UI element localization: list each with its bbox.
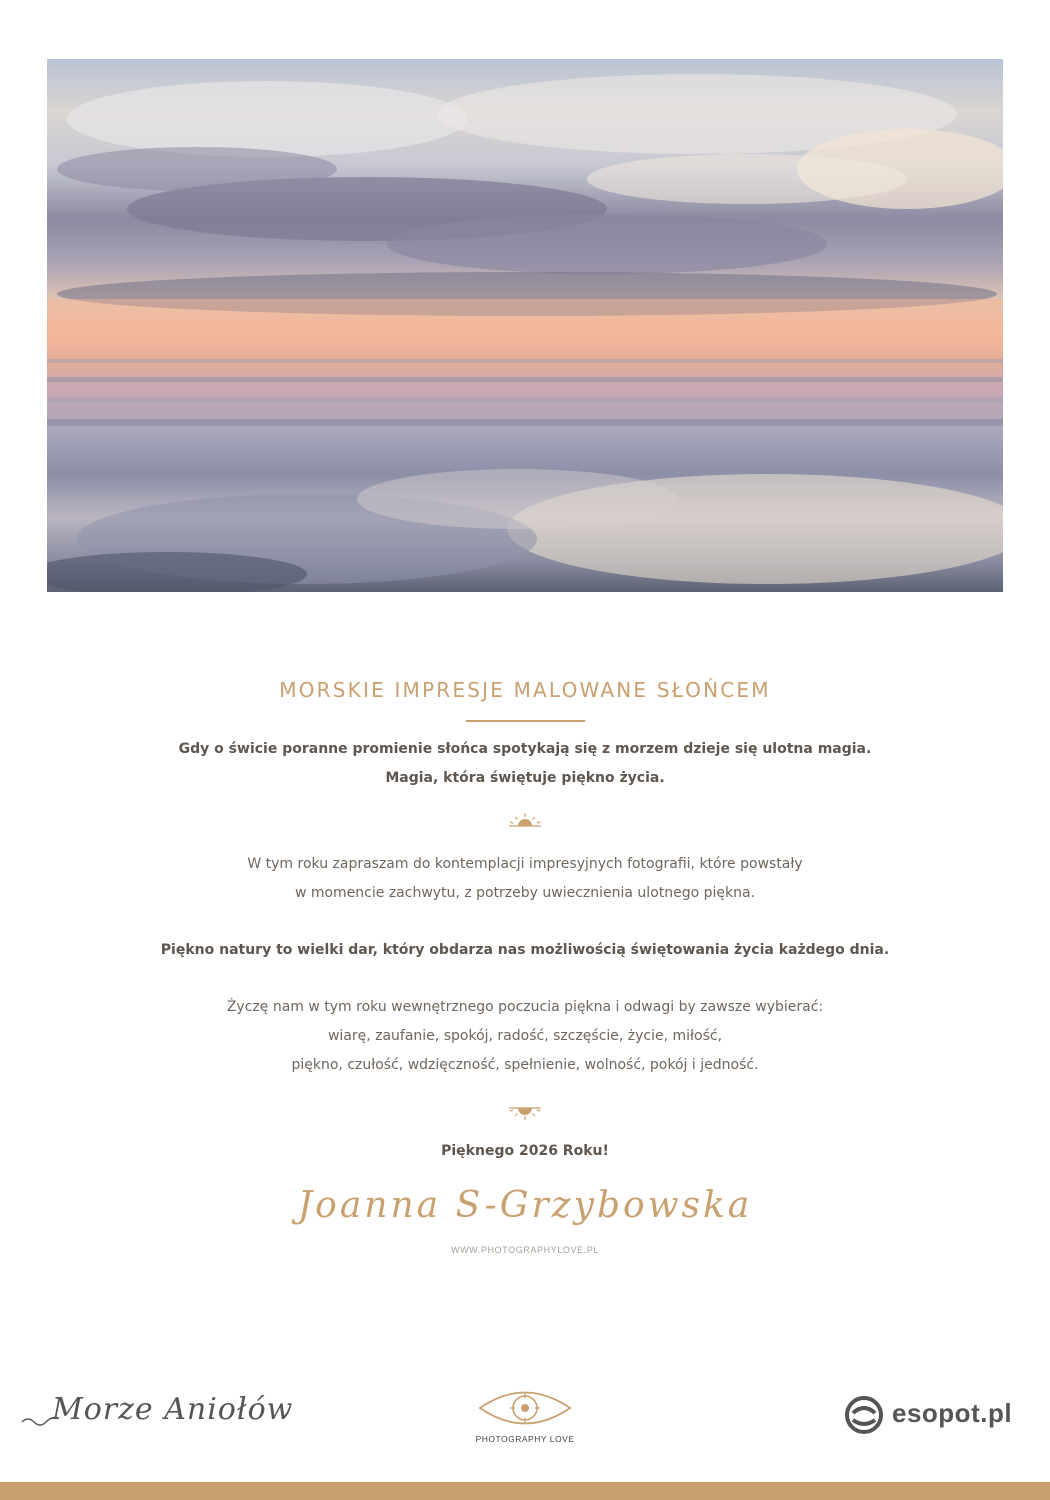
website-link[interactable]: WWW.PHOTOGRAPHYLOVE.PL (450, 1245, 600, 1255)
morze-aniolow-text: Morze Aniołów (52, 1392, 294, 1427)
page-title: MORSKIE IMPRESJE MALOWANE SŁOŃCEM (279, 678, 771, 702)
esopot-circle-icon (844, 1395, 884, 1435)
paragraph3-line-2: wiarę, zaufanie, spokój, radość, szczęście, życie, miłość, (327, 1028, 723, 1044)
sunrise-icon (505, 810, 545, 832)
photography-love-logo (470, 1385, 580, 1450)
footer-accent-bar (0, 1482, 1050, 1500)
title-divider (466, 720, 585, 722)
sea-sunset-image (47, 59, 1003, 592)
hero-photo (47, 59, 1003, 592)
paragraph2: Piękno natury to wielki dar, który obdarza nas możliwością świętowania życia każdego dnia. (160, 942, 890, 958)
paragraph1-line-2: w momencie zachwytu, z potrzeby uwiecznienia ulotnego piękna. (294, 885, 756, 901)
sunset-icon (505, 1100, 545, 1122)
handwritten-signature: Joanna S-Grzybowska (297, 1185, 753, 1226)
eye-icon (470, 1385, 580, 1431)
paragraph3-line-3: piękno, czułość, wdzięczność, spełnienie, wolność, pokój i jedność. (291, 1057, 759, 1073)
intro-line-1: Gdy o świcie poranne promienie słońca spotykają się z morzem dzieje się ulotna magia. (178, 741, 872, 757)
intro-line-2: Magia, która świętuje piękno życia. (385, 770, 665, 786)
esopot-text: esopot.pl (892, 1398, 1013, 1428)
morze-aniolow-logo (20, 1390, 294, 1440)
paragraph1-line-1: W tym roku zapraszam do kontemplacji impresyjnych fotografii, które powstały (247, 856, 803, 872)
photography-love-text: PHOTOGRAPHY LOVE (475, 1434, 575, 1444)
esopot-logo (844, 1393, 1014, 1437)
paragraph3-line-1: Życzę nam w tym roku wewnętrznego poczucia piękna i odwagi by zawsze wybierać: (226, 999, 824, 1015)
new-year-greeting: Pięknego 2026 Roku! (441, 1143, 609, 1159)
